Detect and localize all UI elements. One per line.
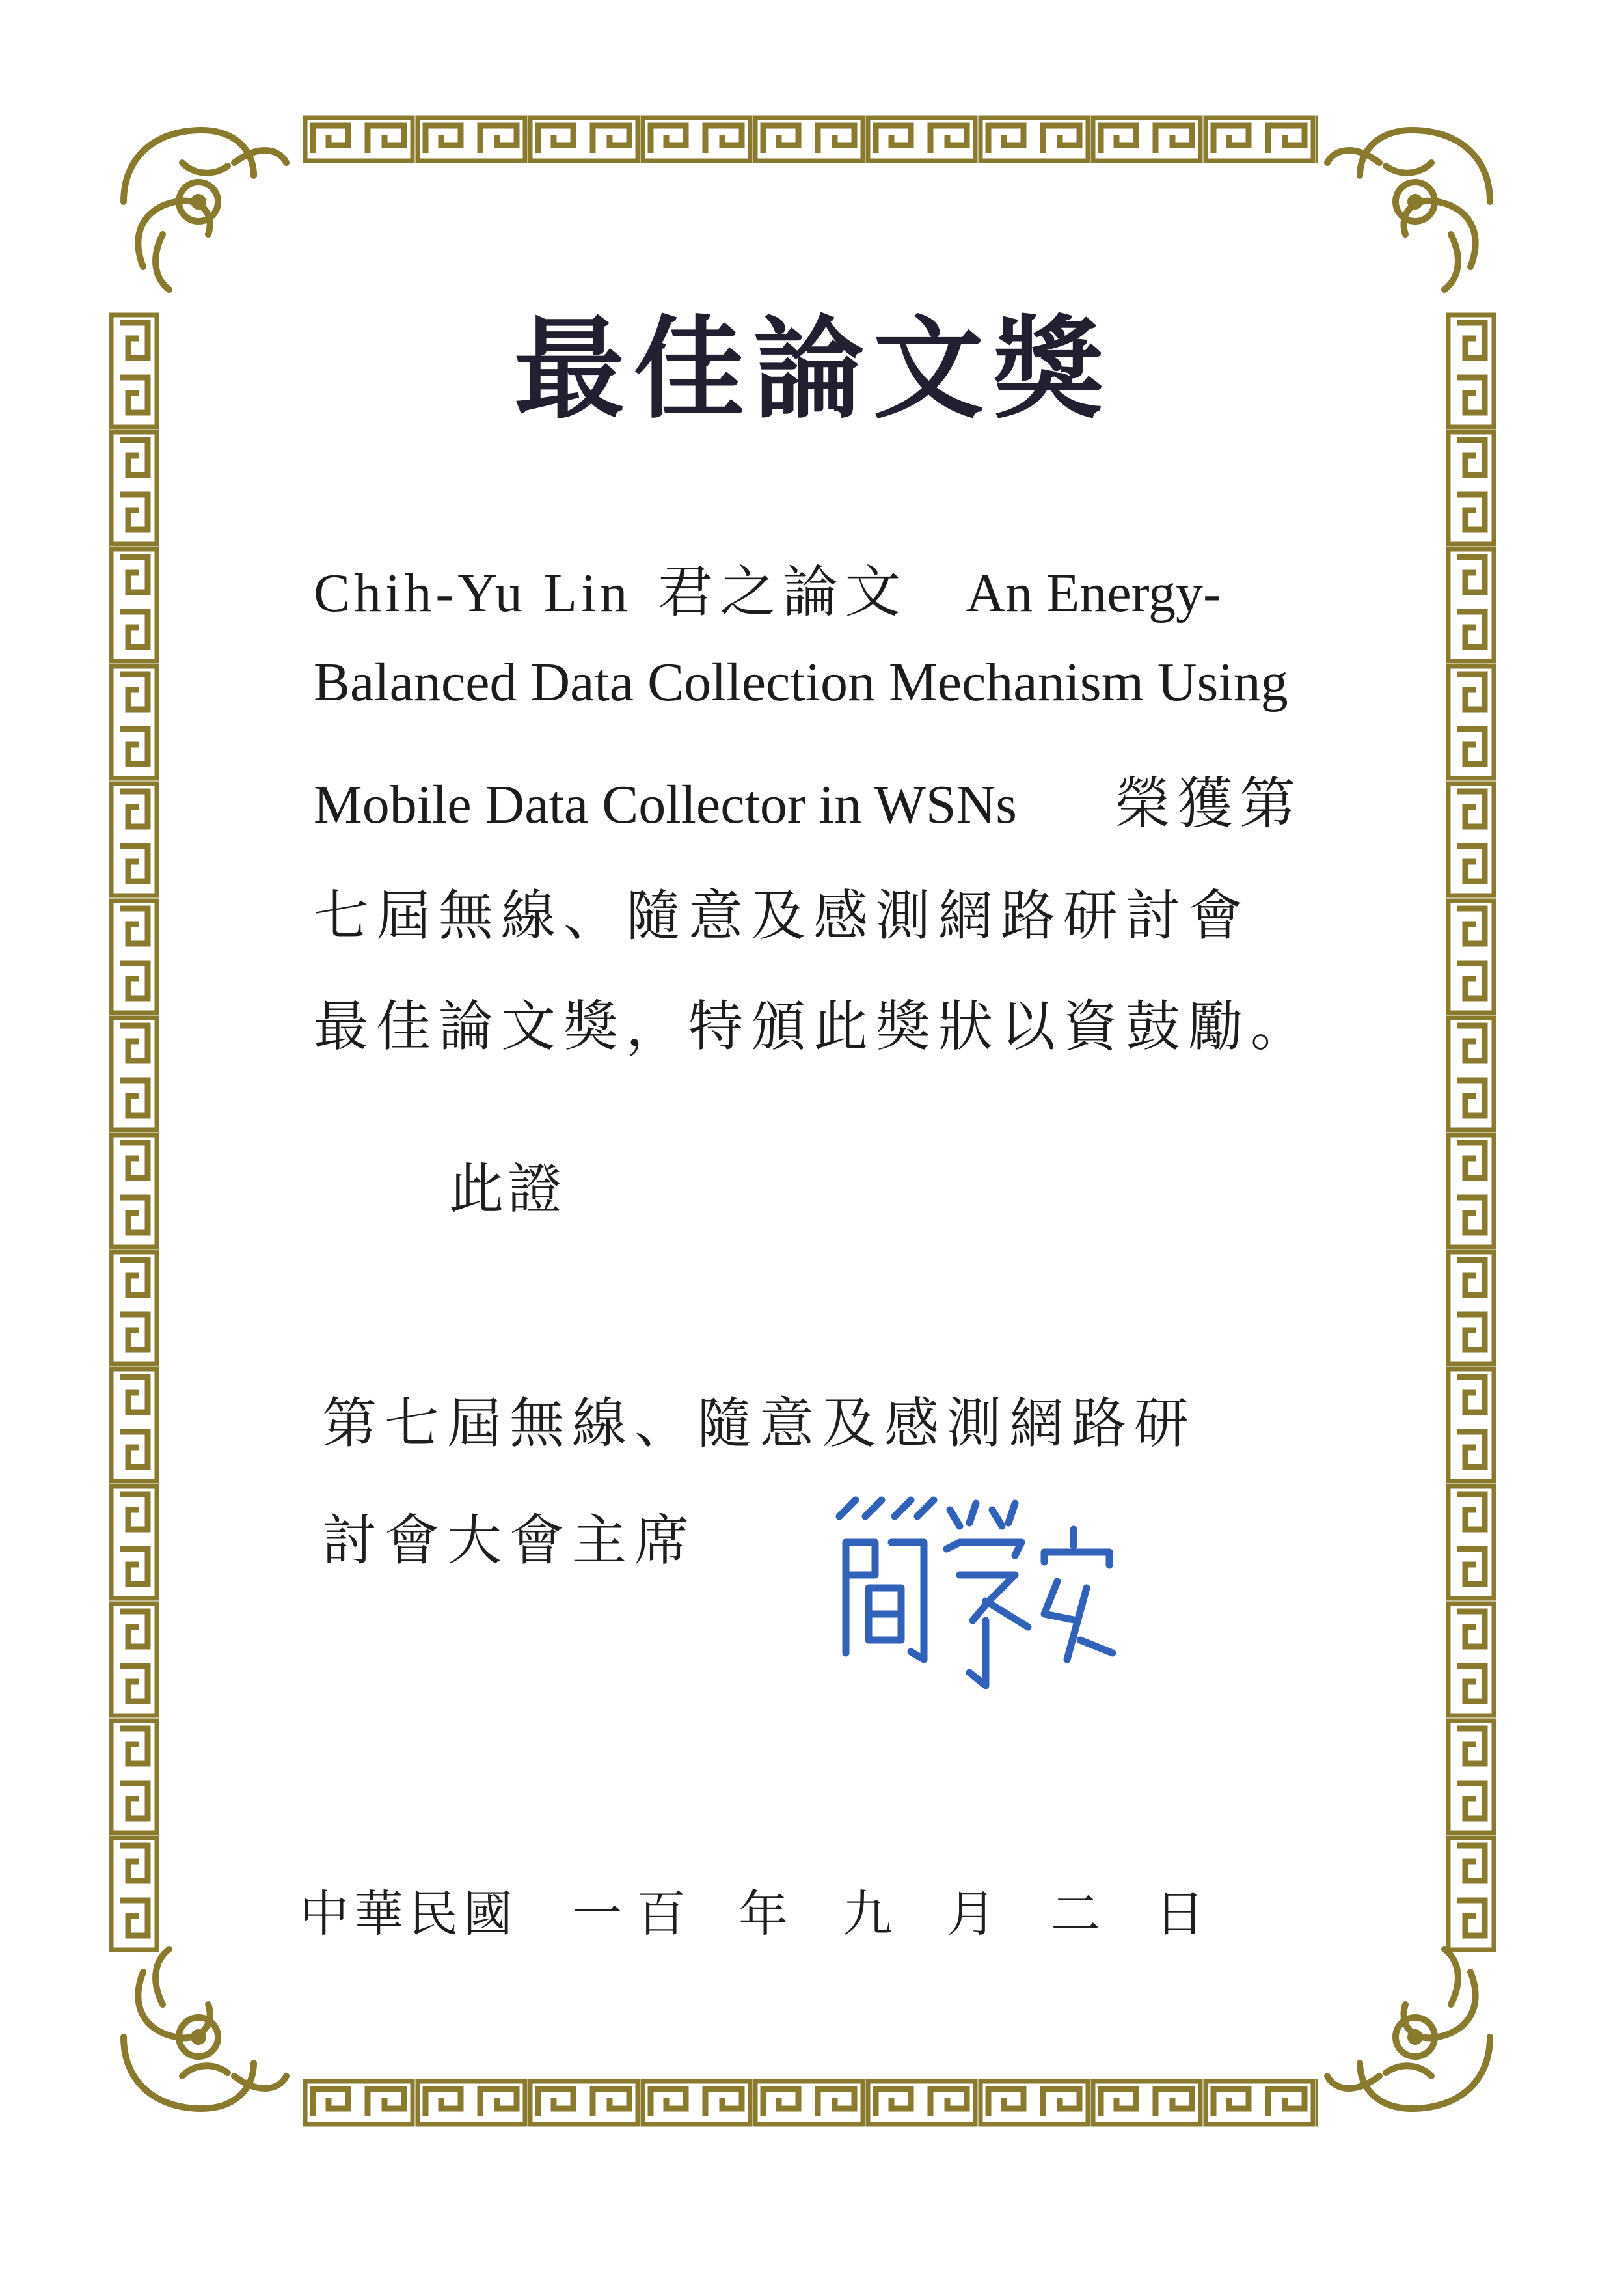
- date-year-unit: 年: [738, 1885, 788, 1943]
- corner-ornament-top-right: [1321, 104, 1509, 299]
- chair-title-line-2: 討會大會主席: [322, 1509, 697, 1572]
- chair-signature: [820, 1490, 1126, 1699]
- date-day-unit: 日: [1155, 1885, 1204, 1943]
- date-month-unit: 月: [947, 1885, 996, 1943]
- paper-title-part-1: An Energy-: [966, 563, 1222, 623]
- date-day: 二: [1051, 1885, 1100, 1943]
- body-line-3: [314, 758, 1302, 839]
- date-month: 九: [843, 1885, 892, 1943]
- chair-title-line-1: 第七屆無線、隨意及感測網路研: [322, 1391, 1197, 1455]
- body-line-4: 七屆無線、隨意及感測網路研討會: [314, 884, 1251, 948]
- date-era: 中華民國: [299, 1885, 518, 1943]
- issue-date: [299, 1874, 1220, 1945]
- date-year: 一百: [573, 1885, 700, 1943]
- certificate-title: 最佳論文獎: [513, 304, 1113, 434]
- award-phrase: 榮獲第: [1114, 771, 1302, 836]
- body-line-1: [314, 547, 1221, 627]
- top-fret-border: [303, 114, 1318, 165]
- body-line-5: 最佳論文獎，特頒此獎狀以資鼓勵。: [314, 994, 1314, 1058]
- right-fret-border: [1444, 312, 1498, 1952]
- recipient-suffix: 君之論文: [657, 560, 908, 625]
- corner-ornament-bottom-right: [1321, 1939, 1509, 2135]
- certify-text: 此證: [449, 1157, 567, 1221]
- recipient-name: Chih-Yu Lin: [314, 563, 632, 623]
- left-fret-border: [107, 312, 161, 1952]
- paper-title-part-2: Balanced Data Collection Mechanism Using: [314, 652, 1288, 713]
- paper-title-part-3: Mobile Data Collector in WSNs: [314, 774, 1017, 835]
- bottom-fret-border: [303, 2077, 1318, 2128]
- corner-ornament-bottom-left: [104, 1939, 293, 2135]
- corner-ornament-top-left: [104, 104, 293, 299]
